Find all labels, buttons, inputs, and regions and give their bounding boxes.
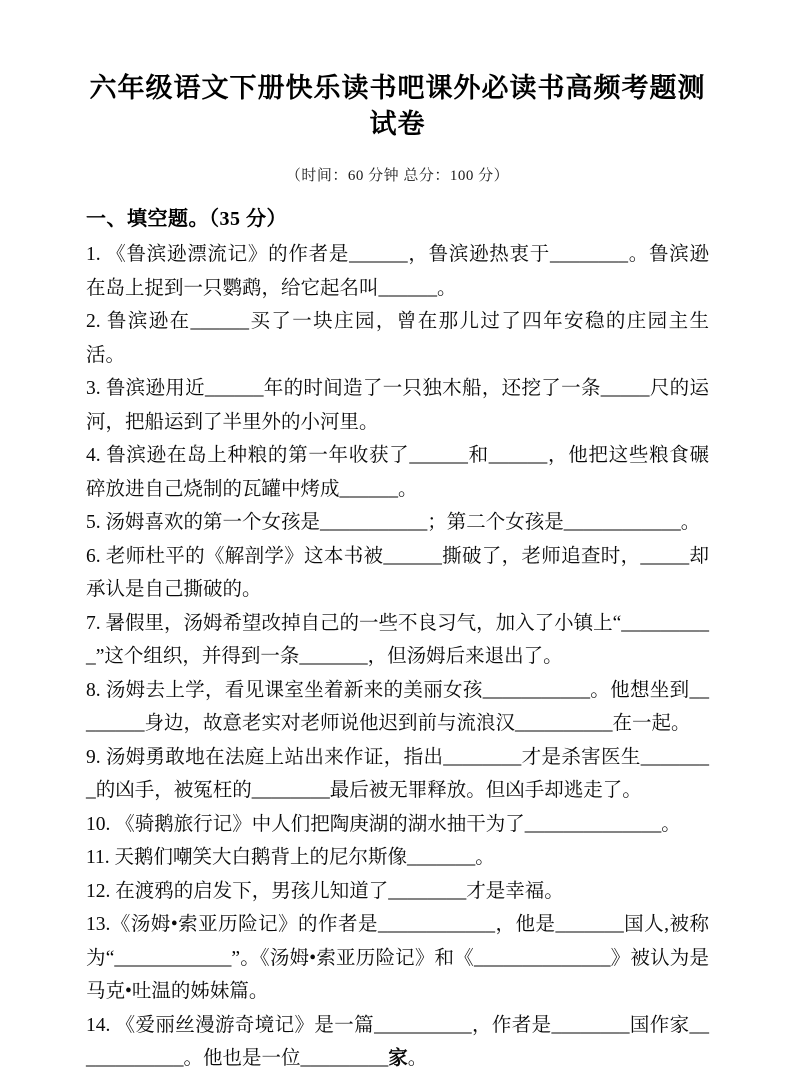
question-text: 1. 《鲁滨逊漂流记》的作者是______，鲁滨逊热衷于________。鲁滨逊在岛上捉到一只鹦鹉，给它起名叫______。 [86,244,709,299]
question-list [86,238,709,1076]
question-item-3 [86,372,709,439]
question-item-4 [86,439,709,506]
question-item-6 [86,540,709,607]
question-text: 14. 《爱丽丝漫游奇境记》是一篇__________，作者是________国作家____________。他也是一位_________ [86,1014,709,1069]
question-text: 2. 鲁滨逊在______买了一块庄园，曾在那儿过了四年安稳的庄园主生活。 [86,311,709,366]
question-text: 13.《汤姆•索亚历险记》的作者是____________，他是_______国人,被称为“____________”。《汤姆•索亚历险记》和《______________》被认为是马克•吐温的姊妹篇。 [86,914,709,1002]
question-text: 4. 鲁滨逊在岛上种粮的第一年收获了______和______，他把这些粮食碾碎放进自己烧制的瓦罐中烤成______。 [86,445,709,500]
question-text: 9. 汤姆勇敢地在法庭上站出来作证，指出________才是杀害医生________的凶手，被冤枉的________最后被无罪释放。但凶手却逃走了。 [86,746,709,801]
section-heading-fill-in-blanks: 一、填空题。（35 分） [86,208,287,230]
question-item-5 [86,506,709,540]
question-text-tail: 。 [407,1048,428,1069]
question-text: 5. 汤姆喜欢的第一个女孩是___________；第二个女孩是____________。 [86,512,701,533]
page-title: 六年级语文下册快乐读书吧课外必读书高频考题测试卷 [89,73,706,139]
question-item-7 [86,607,709,674]
question-text: 10. 《骑鹅旅行记》中人们把陶庚湖的湖水抽干为了______________。 [86,813,681,835]
question-item-13 [86,908,709,1009]
question-item-9 [86,741,709,808]
question-text-bold: 家 [388,1048,408,1069]
question-item-11 [86,841,709,875]
exam-time-score: （时间：60 分钟 总分：100 分） [285,168,510,184]
question-item-12 [86,875,709,909]
question-item-2 [86,305,709,372]
question-item-14 [86,1009,709,1076]
question-text: 8. 汤姆去上学，看见课室坐着新来的美丽女孩___________。他想坐到________身边，故意老实对老师说他迟到前与流浪汉__________在一起。 [86,679,709,734]
question-text: 7. 暑假里，汤姆希望改掉自己的一些不良习气，加入了小镇上“__________”这个组织，并得到一条_______，但汤姆后来退出了。 [86,612,709,667]
question-text: 12. 在渡鸦的启发下，男孩儿知道了________才是幸福。 [86,880,564,902]
question-text: 3. 鲁滨逊用近______年的时间造了一只独木船，还挖了一条_____尺的运河，把船运到了半里外的小河里。 [86,378,709,433]
question-item-10 [86,808,709,842]
question-item-8 [86,674,709,741]
question-text: 11. 天鹅们嘲笑大白鹅背上的尼尔斯像_______。 [86,847,495,868]
question-item-1 [86,238,709,305]
question-text: 6. 老师杜平的《解剖学》这本书被______撕破了，老师追查时，_____却承认是自己撕破的。 [86,545,709,600]
